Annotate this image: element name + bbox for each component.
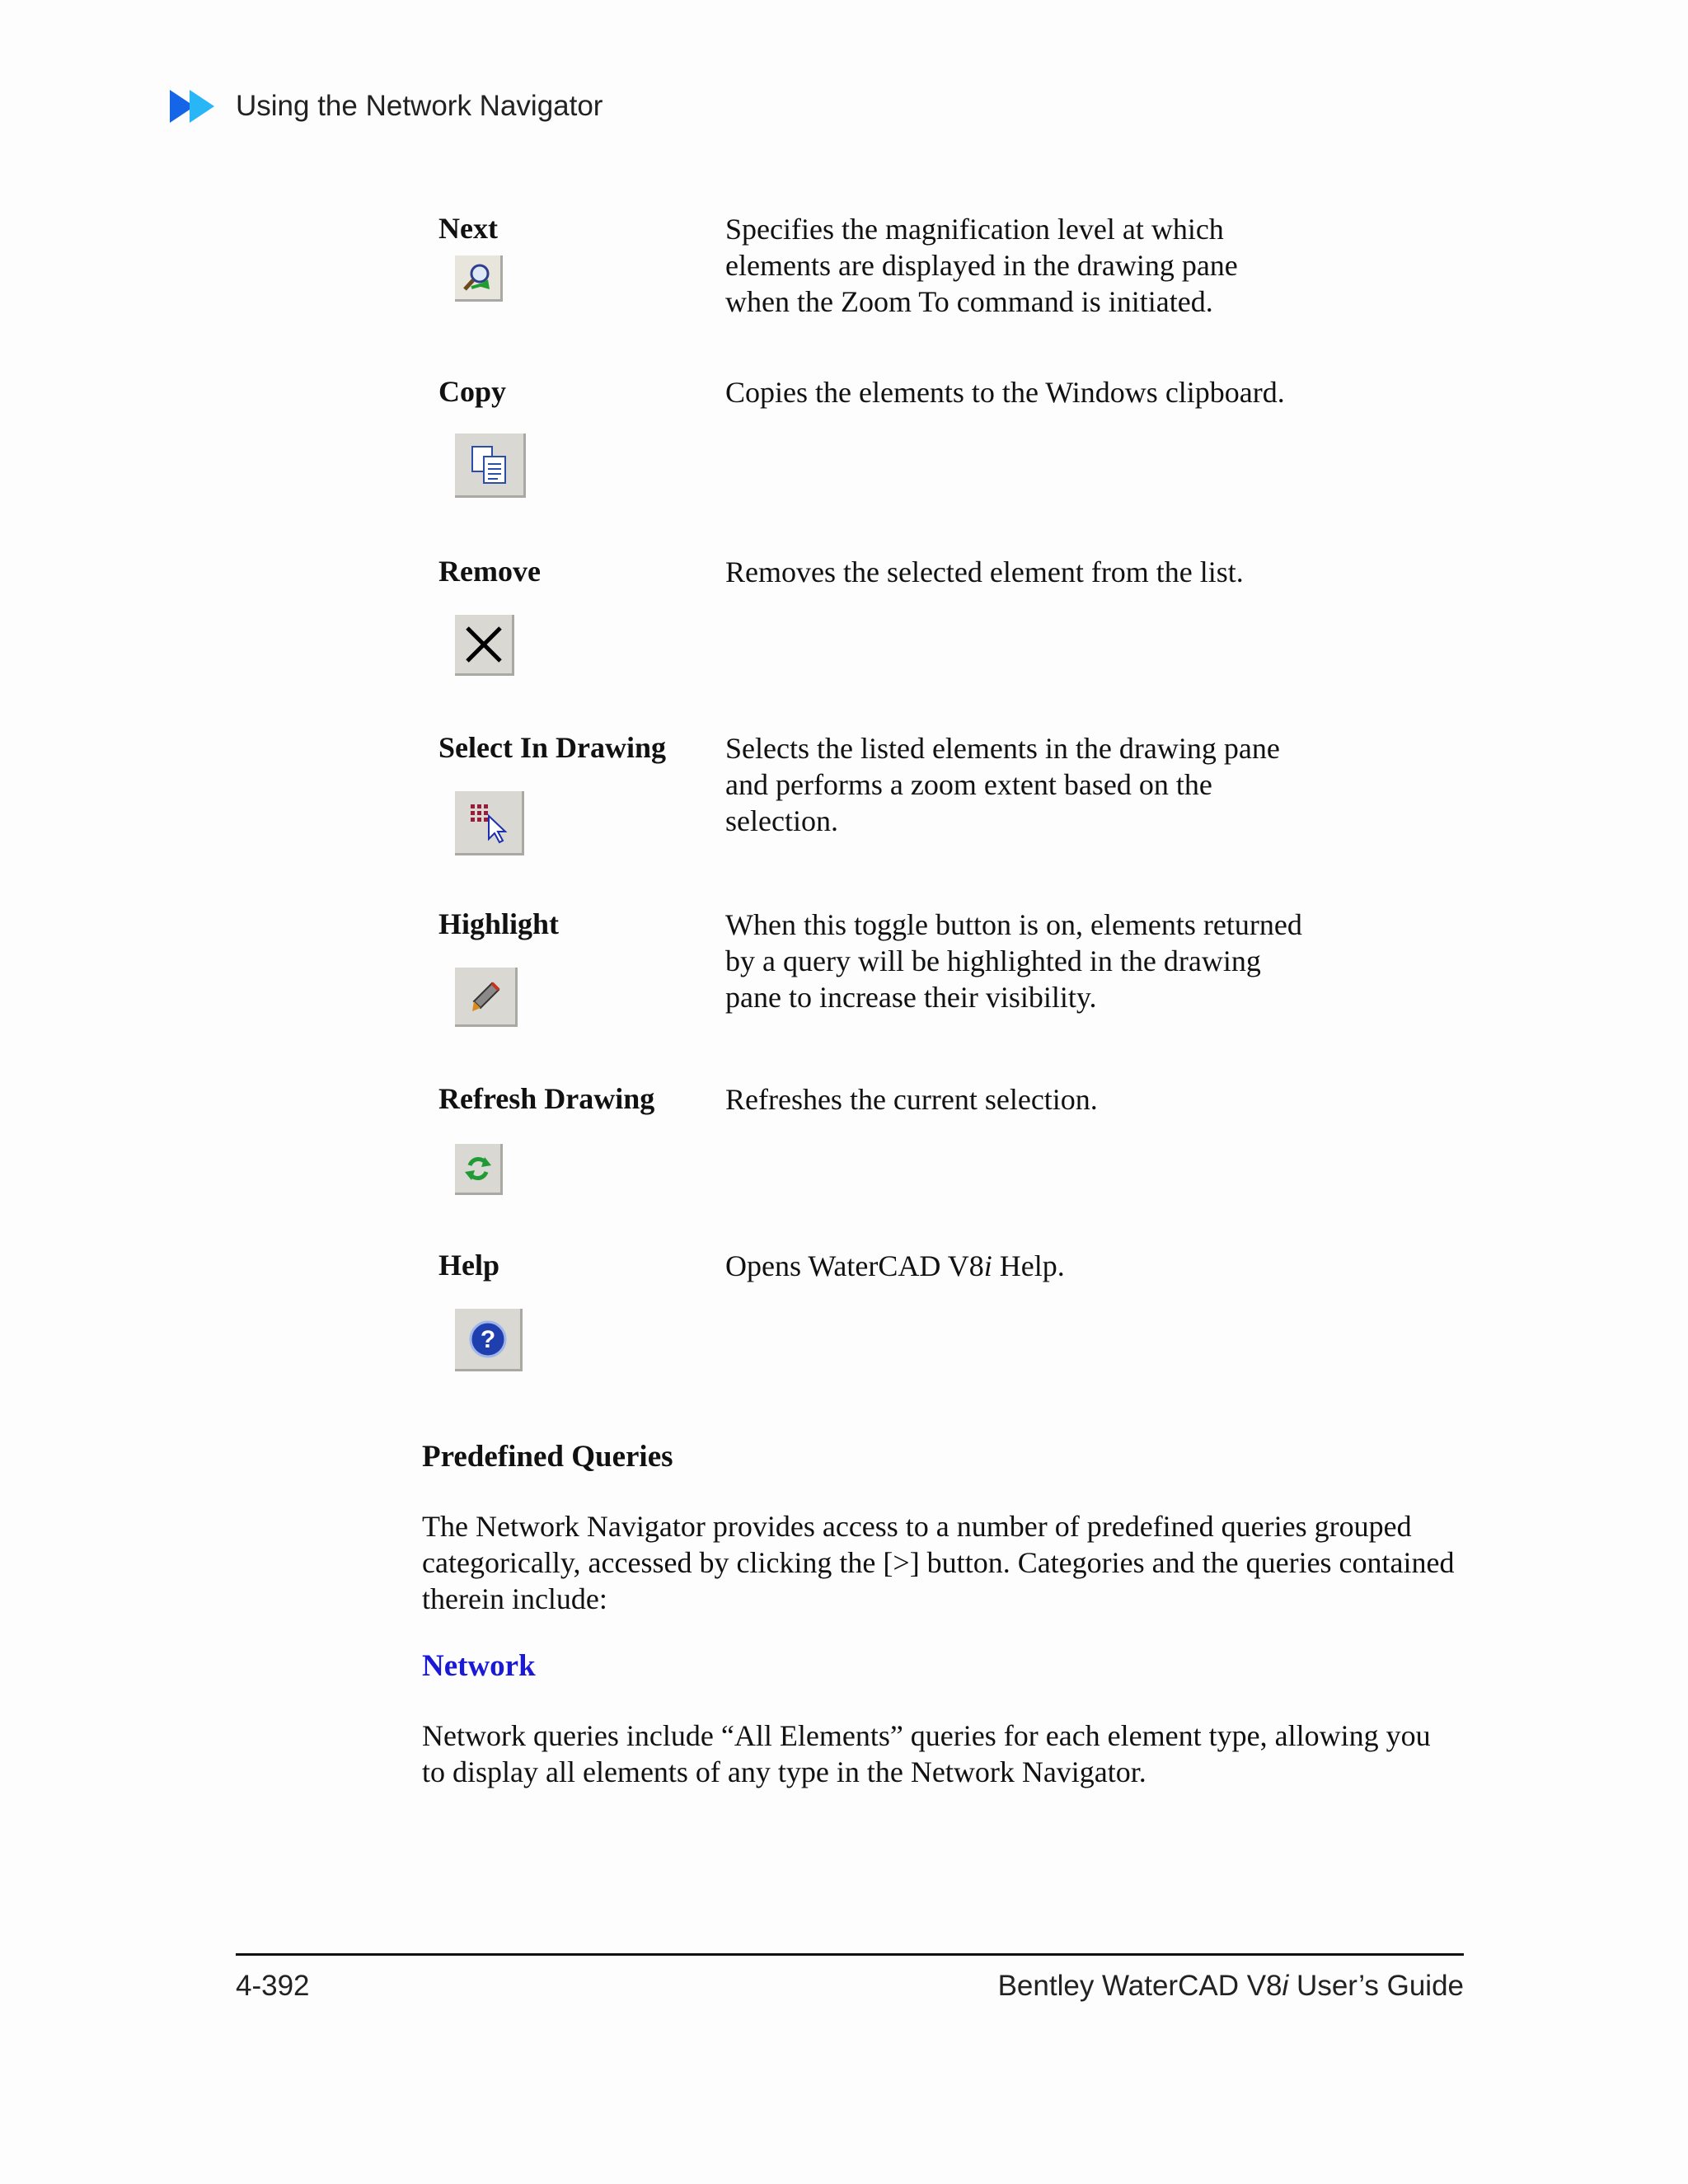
copy-icon[interactable] — [455, 434, 526, 498]
section-intro: The Network Navigator provides access to a number of predefined queries grouped categorically, accessed by clicking the [>] button. Categories and the queries contained therein include: — [422, 1510, 1455, 1615]
guide-title-italic: i — [1282, 1970, 1289, 2002]
command-description: Refreshes the current selection. — [725, 1083, 1098, 1116]
header-title: Using the Network Navigator — [236, 90, 603, 122]
page-number: 4-392 — [236, 1970, 310, 2002]
help-desc-italic: i — [983, 1249, 992, 1282]
command-term: Highlight — [438, 907, 560, 940]
command-term: Next — [438, 212, 498, 245]
help-desc-suffix: Help. — [992, 1249, 1065, 1282]
command-description: Removes the selected element from the list. — [725, 555, 1244, 588]
select-in-drawing-icon[interactable] — [455, 791, 524, 855]
network-subheading: Network — [422, 1649, 536, 1683]
close-x-icon[interactable] — [455, 615, 514, 676]
network-description: Network queries include “All Elements” queries for each element type, allowing you to display all elements of any type in the Network Navigator. — [422, 1719, 1431, 1788]
highlighter-pen-icon[interactable] — [455, 968, 518, 1027]
command-term: Help — [438, 1249, 500, 1282]
help-icon[interactable] — [455, 1309, 523, 1371]
command-description: Specifies the magnification level at which elements are displayed in the drawing pane when the Zoom To command is initiated. — [725, 213, 1238, 318]
svg-text:?: ? — [480, 1325, 495, 1353]
double-chevron-right-icon — [170, 88, 223, 124]
command-description: Copies the elements to the Windows clipboard. — [725, 376, 1285, 409]
guide-title — [998, 1970, 1464, 2003]
command-description: Selects the listed elements in the drawing pane and performs a zoom extent based on the selection. — [725, 732, 1280, 837]
page-header — [170, 86, 603, 127]
footer-rule — [236, 1953, 1464, 1956]
refresh-icon[interactable] — [455, 1144, 503, 1195]
zoom-next-icon[interactable] — [455, 255, 503, 302]
command-term: Refresh Drawing — [438, 1082, 655, 1115]
command-term: Copy — [438, 375, 507, 408]
command-description: When this toggle button is on, elements returned by a query will be highlighted in the drawing pane to increase their visibility. — [725, 908, 1302, 1014]
help-desc-prefix: Opens WaterCAD V8 — [725, 1249, 984, 1282]
command-term: Select In Drawing — [438, 731, 666, 764]
command-description — [725, 1248, 1302, 1284]
guide-title-prefix: Bentley WaterCAD V8 — [997, 1970, 1282, 2002]
command-term: Remove — [438, 555, 541, 588]
section-heading: Predefined Queries — [422, 1440, 673, 1474]
guide-title-suffix: User’s Guide — [1288, 1970, 1464, 2002]
